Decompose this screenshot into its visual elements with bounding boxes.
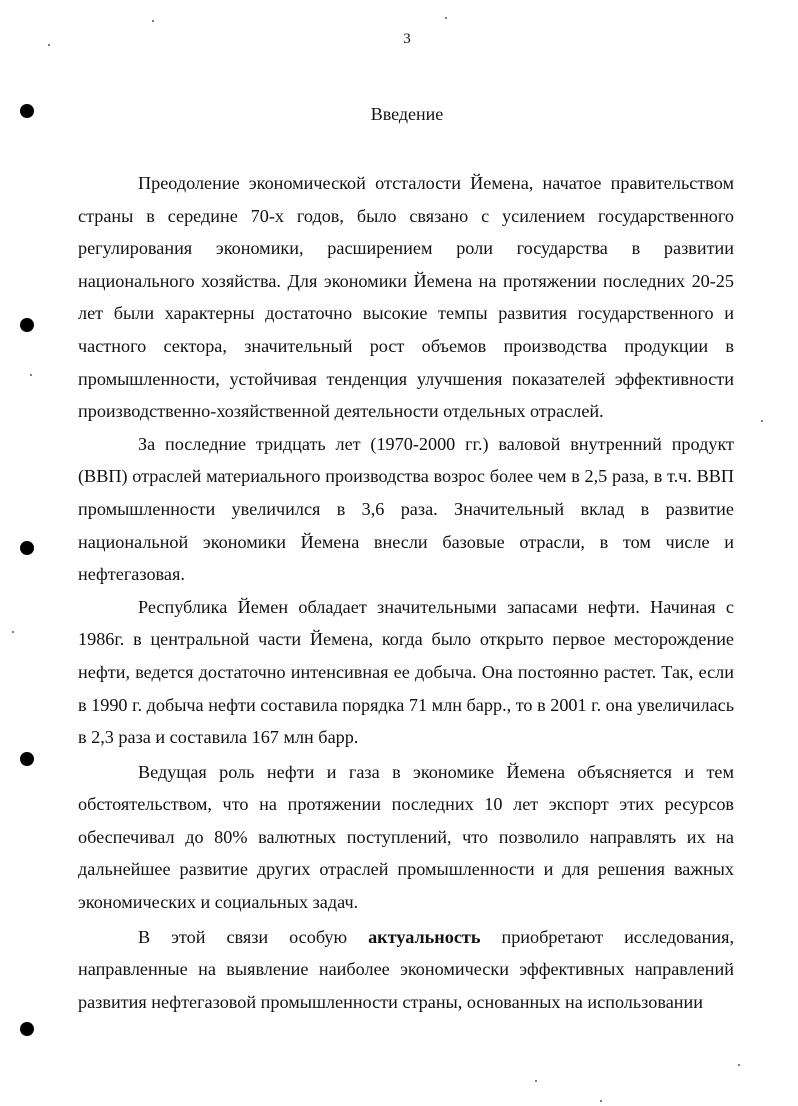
- punch-hole: [20, 104, 34, 118]
- paragraph-5-after: приобретают исследования, направленные на выявление наиболее экономически эффективных направлений развития нефтегазовой промышленности страны, основанных на использовании: [78, 926, 734, 1012]
- punch-hole: [20, 1022, 34, 1036]
- paragraph-5-before: В этой связи особую: [138, 926, 369, 947]
- paragraph-2: За последние тридцать лет (1970-2000 гг.) валовой внутренний продукт (ВВП) отраслей материального производства возрос более чем в 2,5 раза, в т.ч. ВВП промышленности увеличился в 3,6 раза. Значительный вклад в развитие национальной экономики Йемена внесли базовые отрасли, в том числе и нефтегазовая.: [78, 433, 734, 585]
- scan-speck: [445, 17, 447, 19]
- scan-speck: [152, 20, 154, 22]
- paragraph-5: [78, 921, 734, 1019]
- scan-speck: [48, 44, 50, 46]
- punch-hole: [20, 752, 34, 766]
- paragraph-1: Преодоление экономической отсталости Йемена, начатое правительством страны в середине 70-х годов, было связано с усилением государственного регулирования экономики, расширением роли государства в развитии национального хозяйства. Для экономики Йемена на протяжении последних 20-25 лет были характерны достаточно высокие темпы развития государственного и частного сектора, значительный рост объемов производства продукции в промышленности, устойчивая тенденция улучшения показателей эффективности производственно-хозяйственной деятельности отдельных отраслей.: [78, 173, 734, 422]
- scan-speck: [30, 374, 32, 376]
- paragraph-4: Ведущая роль нефти и газа в экономике Йемена объясняется и тем обстоятельством, что на протяжении последних 10 лет экспорт этих ресурсов обеспечивал до 80% валютных поступлений, что позволило направлять их на дальнейшее развитие других отраслей промышленности и для решения важных экономических и социальных задач.: [78, 761, 734, 913]
- punch-hole: [20, 541, 34, 555]
- keyword-relevance: актуальность: [368, 926, 481, 947]
- scan-speck: [12, 631, 14, 633]
- scan-speck: [600, 1100, 602, 1102]
- scan-speck: [761, 420, 763, 422]
- page-title: Введение: [370, 104, 444, 124]
- paragraph-3: Республика Йемен обладает значительными запасами нефти. Начиная с 1986г. в центральной части Йемена, когда было открыто первое месторождение нефти, ведется достаточно интенсивная ее добыча. Она постоянно растет. Так, если в 1990 г. добыча нефти составила порядка 71 млн барр., то в 2001 г. она увеличилась в 2,3 раза и составила 167 млн барр.: [78, 596, 734, 748]
- punch-hole: [20, 318, 34, 332]
- scan-speck: [535, 1080, 537, 1082]
- scan-speck: [738, 1064, 740, 1066]
- page-number: 3: [403, 31, 411, 47]
- document-body: [78, 167, 734, 1018]
